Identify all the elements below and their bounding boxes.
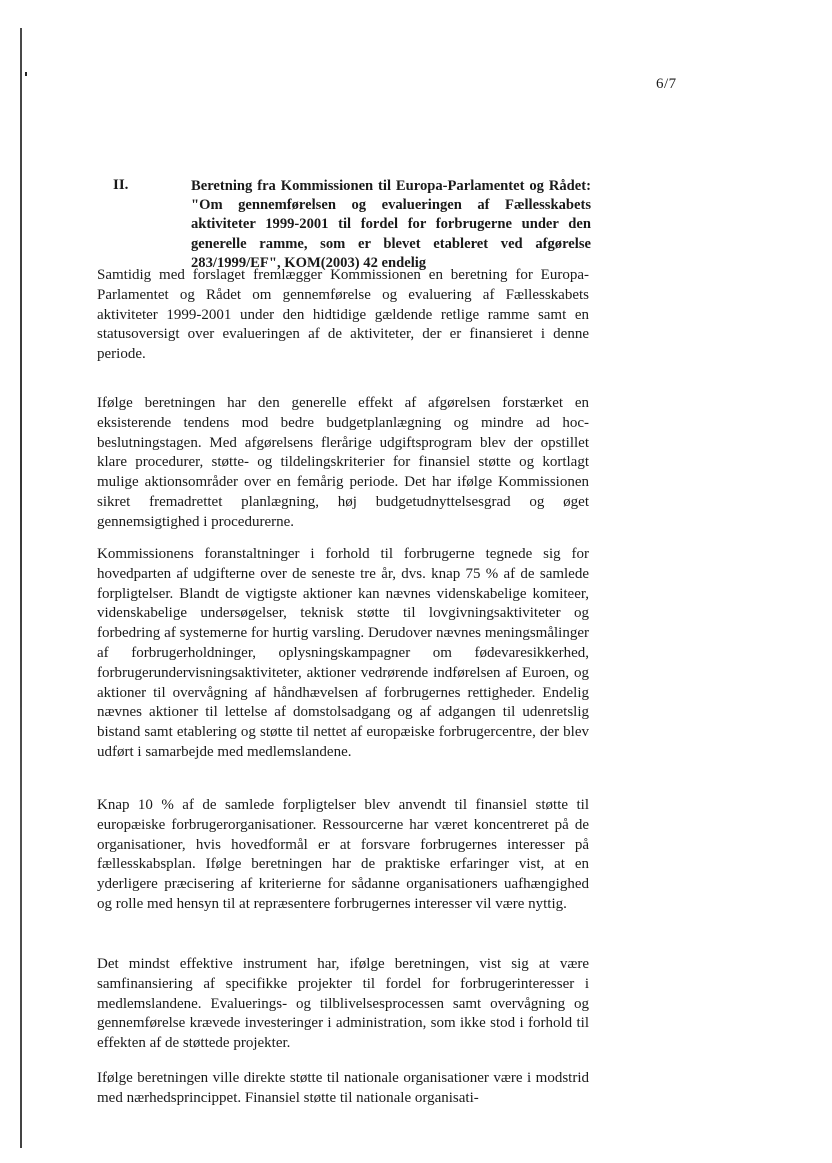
section-number: II. (113, 177, 129, 193)
paragraph: Det mindst effektive instrument har, ifølge beretningen, vist sig at være samfinansiering af specifikke projekter til fordel for forbrugerinteresser i medlemslandene. Evaluerings- og tilblivelsesprocessen samt overvågning og gennemførelse krævede investeringer i administration, som ikke stod i forhold til effekten af de støttede projekter. (97, 956, 589, 1052)
paragraph: Knap 10 % af de samlede forpligtelser blev anvendt til finansiel støtte til europæiske forbrugerorganisationer. Ressourcerne har været koncentreret på de organisationer, hvis hovedformål er at forsvare forbrugernes interesser på fællesskabsplan. Ifølge beretningen har de praktiske erfaringer vist, at en yderligere præcisering af kriterierne for sådanne organisationers uafhængighed og rolle med hensyn til at repræsentere forbrugernes interesser vil være nyttig. (97, 797, 589, 912)
paragraph: Ifølge beretningen har den generelle effekt af afgørelsen forstærket en eksisterende tendens mod bedre budgetplanlægning og mindre ad hoc-beslutningstagen. Med afgørelsens flerårige udgiftsprogram blev der opstillet klare procedurer, støtte- og tildelingskriterier for finansiel støtte og kortlagt mulige aktionsområder over en femårig periode. Det har ifølge Kommissionen sikret fremadrettet planlægning, høj budgetudnyttelsesgrad og øget gennemsigtighed i procedurerne. (97, 395, 589, 530)
scan-artifact (25, 72, 27, 76)
paragraph: Kommissionens foranstaltninger i forhold til forbrugerne tegnede sig for hovedparten af udgifterne over de seneste tre år, dvs. knap 75 % af de samlede forpligtelser. Blandt de vigtigste aktioner kan nævnes videnskabelige komiteer, videnskabelige undersøgelser, teknisk støtte til lovgivningsaktiviteter og forbedring af systemerne for hurtig varsling. Derudover nævnes meningsmålinger af forbrugerholdninger, oplysningskampagner om fødevaresikkerhed, forbrugerundervisningsaktiviteter, aktioner vedrørende indførelsen af Euroen, og aktioner til overvågning af håndhævelsen af forbrugernes rettigheder. Endelig nævnes aktioner til lettelse af domstolsadgang og af adgangen til udenretslig bistand samt etablering og støtte til nettet af europæiske forbrugercentre, der blev udført i samarbejde med medlemslandene. (97, 546, 589, 760)
page-number: 6/7 (656, 76, 677, 92)
scan-margin-line (20, 28, 22, 1148)
paragraph: Ifølge beretningen ville direkte støtte til nationale organisationer være i modstrid med nærhedsprincippet. Finansiel støtte til nationale organisati- (97, 1070, 589, 1106)
paragraph: Samtidig med forslaget fremlægger Kommissionen en beretning for Europa-Parlamentet og Rådet om gennemførelse og evaluering af Fællesskabets aktiviteter 1999-2001 under den hidtidige gældende retlige ramme samt en statusoversigt over evalueringen af de aktiviteter, der er finansieret i denne periode. (97, 267, 589, 363)
section-heading: Beretning fra Kommissionen til Europa-Parlamentet og Rådet: "Om gennemførelsen og evalueringen af Fællesskabets aktiviteter 1999-2001 til fordel for forbrugerne under den generelle ramme, som er blevet etableret ved afgørelse 283/1999/EF", KOM(2003) 42 endelig (191, 178, 591, 271)
